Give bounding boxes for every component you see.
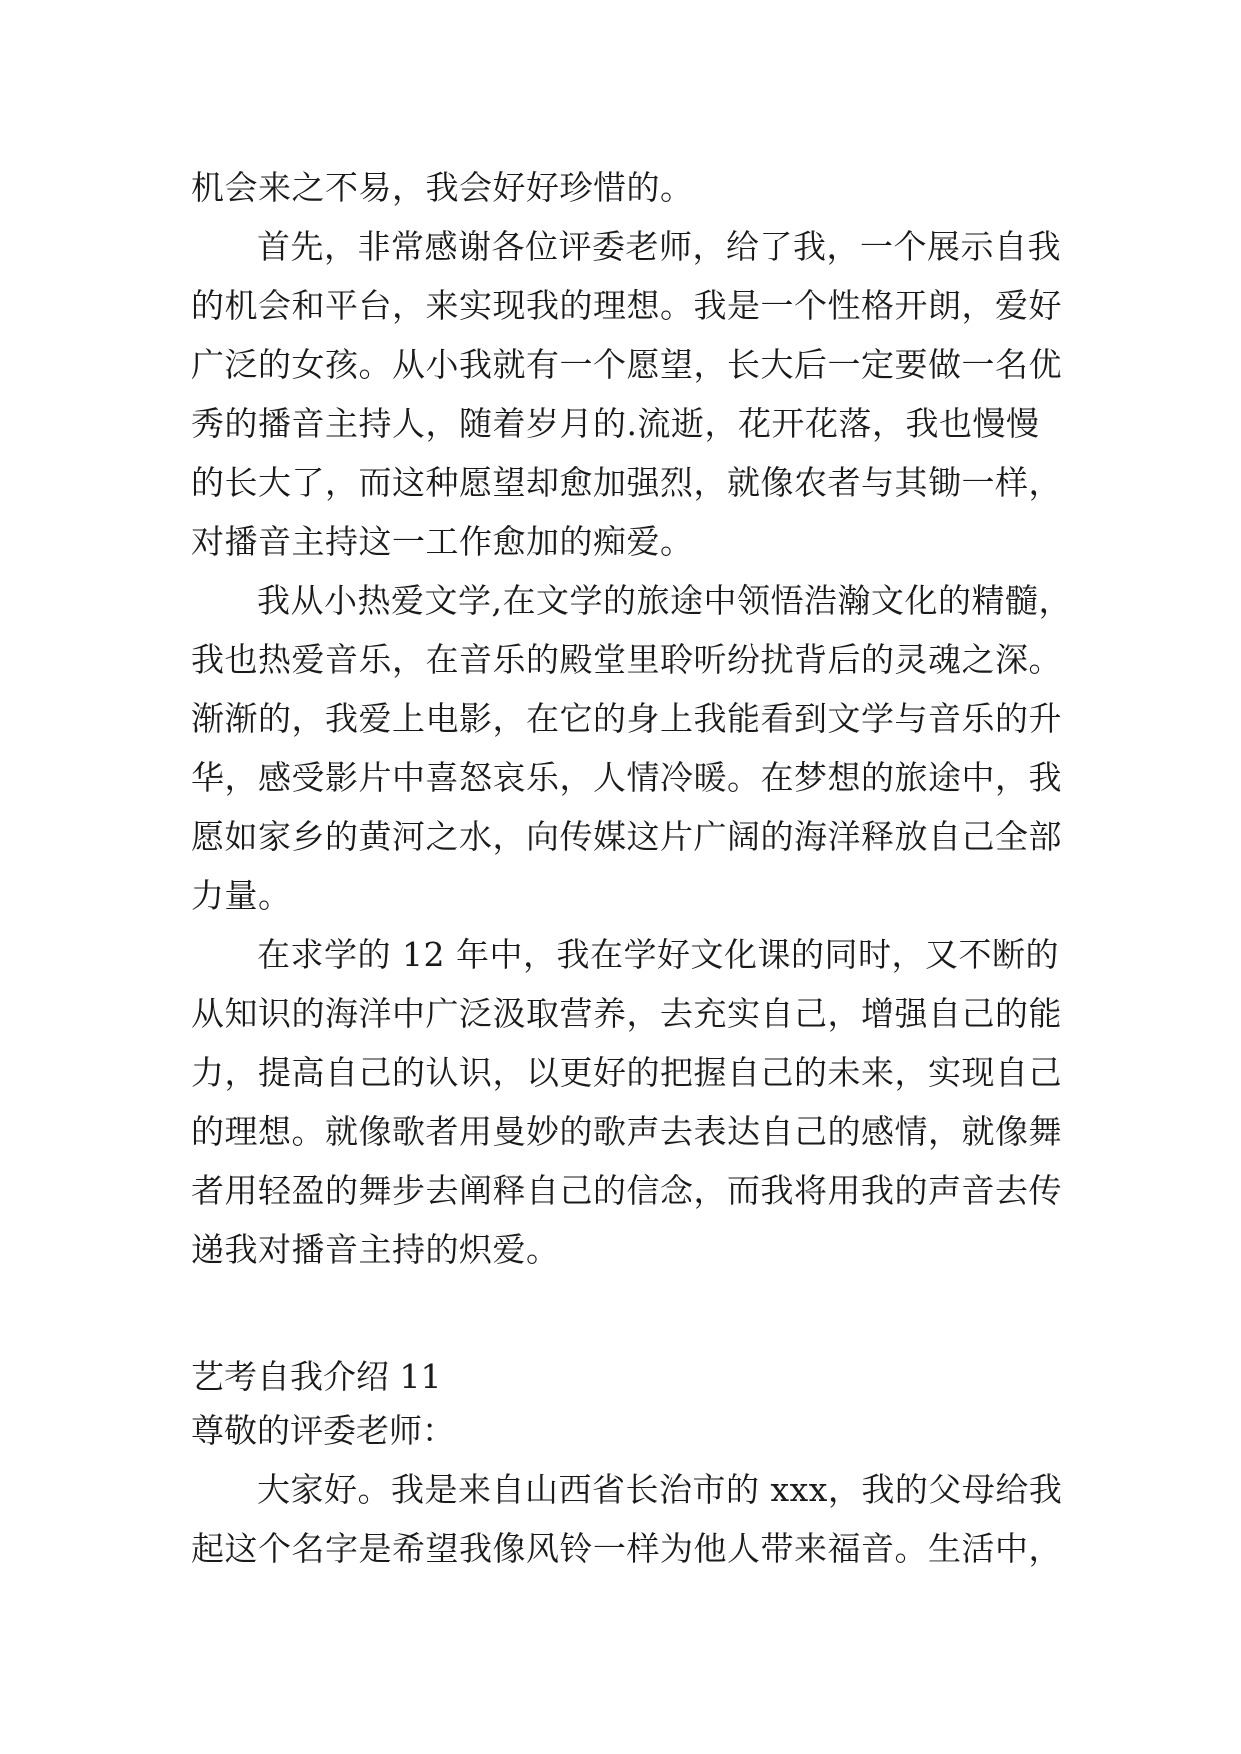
text-line: 我也热爱音乐，在音乐的殿堂里聆听纷扰背后的灵魂之深。 — [191, 640, 1062, 679]
text-line: 的长大了，而这种愿望却愈加强烈，就像农者与其锄一样， — [191, 463, 1062, 502]
salutation: 尊敬的评委老师： — [191, 1411, 455, 1450]
section-title: 艺考自我介绍 11 — [191, 1357, 442, 1396]
document-body — [191, 158, 1071, 1578]
text-line: 的理想。就像歌者用曼妙的歌声去表达自己的感情，就像舞 — [191, 1112, 1062, 1151]
paragraph-2 — [191, 217, 1071, 571]
text-line: 我从小热爱文学,在文学的旅途中领悟浩瀚文化的精髓， — [257, 581, 1072, 620]
text-line: 起这个名字是希望我像风铃一样为他人带来福音。生活中， — [191, 1529, 1062, 1568]
text-line: 广泛的女孩。从小我就有一个愿望，长大后一定要做一名优 — [191, 345, 1062, 384]
paragraph-4 — [191, 925, 1071, 1279]
text-line: 机会来之不易，我会好好珍惜的。 — [191, 168, 694, 207]
text-line: 首先，非常感谢各位评委老师，给了我，一个展示自我 — [257, 227, 1061, 266]
text-line: 华，感受影片中喜怒哀乐，人情冷暖。在梦想的旅途中，我 — [191, 758, 1062, 797]
text-line: 渐渐的，我爱上电影，在它的身上我能看到文学与音乐的升 — [191, 699, 1062, 738]
text-line: 大家好。我是来自山西省长治市的 xxx，我的父母给我 — [257, 1470, 1063, 1509]
text-line: 对播音主持这一工作愈加的痴爱。 — [191, 522, 694, 561]
text-line: 从知识的海洋中广泛汲取营养，去充实自己，增强自己的能 — [191, 994, 1062, 1033]
text-line: 力量。 — [191, 876, 292, 915]
paragraph-1 — [191, 158, 1071, 217]
text-line: 力，提高自己的认识，以更好的把握自己的未来，实现自己 — [191, 1053, 1062, 1092]
paragraph-5 — [191, 1460, 1071, 1578]
text-line: 愿如家乡的黄河之水，向传媒这片广阔的海洋释放自己全部 — [191, 817, 1062, 856]
text-line: 的机会和平台，来实现我的理想。我是一个性格开朗，爱好 — [191, 286, 1062, 325]
text-line: 递我对播音主持的炽爱。 — [191, 1230, 560, 1269]
text-line: 在求学的 12 年中，我在学好文化课的同时，又不断的 — [257, 935, 1059, 974]
section-gap — [191, 1279, 1071, 1352]
paragraph-3 — [191, 571, 1071, 925]
text-line: 者用轻盈的舞步去阐释自己的信念，而我将用我的声音去传 — [191, 1171, 1062, 1210]
text-line: 秀的播音主持人，随着岁月的.流逝，花开花落，我也慢慢 — [191, 404, 1040, 443]
